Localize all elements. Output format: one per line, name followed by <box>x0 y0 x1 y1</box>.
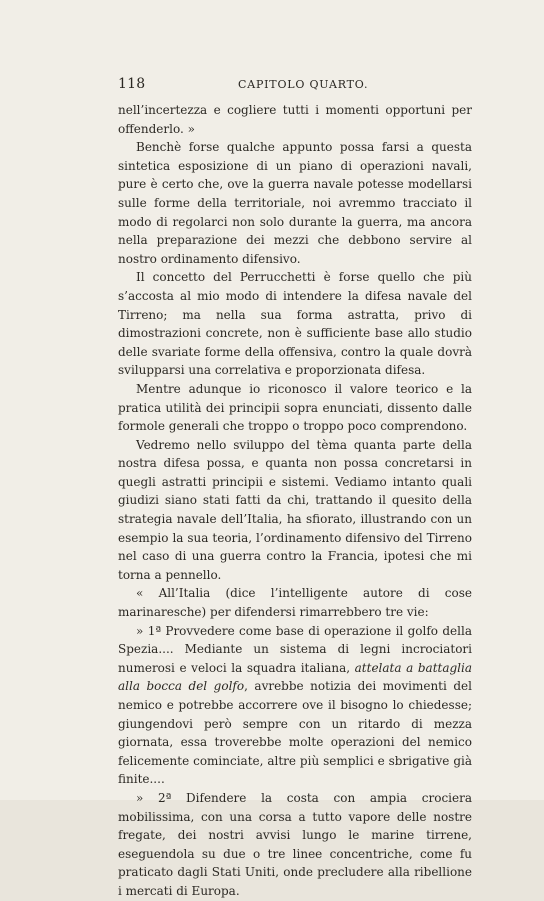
page-number: 118 <box>118 76 146 92</box>
paragraph-7-italic: attelata a battaglia alla bocca del golfo <box>118 660 472 694</box>
paragraph-6: « All’Italia (dice l’intelligente autore di cose marinaresche) per difendersi rimarrebbero tre vie: <box>118 586 472 620</box>
paragraph-7-lead: » 1ª Provvedere come base di operazione il golfo della Spezia.... Mediante un sistema di legni incrociatori numerosi e veloci la squadra italiana, <box>118 623 472 675</box>
paragraph-3: Il concetto del Perrucchetti è forse quello che più s’accosta al mio modo di intendere la difesa navale del Tirreno; ma nella sua forma astratta, privo di dimostrazioni concrete, non è sufficiente base allo studio delle svariate forme della offensiva, contro la quale dovrà svilupparsi una correlativa e proporzionata difesa. <box>118 270 472 378</box>
page-header <box>118 76 472 96</box>
paragraph-2: Benchè forse qualche appunto possa farsi a questa sintetica esposizione di un piano di operazioni navali, pure è certo che, ove la guerra navale potesse modellarsi sulle forme della territoriale, noi avremmo tracciato il modo di regolarci non solo durante la guerra, ma ancora nella preparazione dei mezzi che debbono servire al nostro ordinamento difensivo. <box>118 140 472 266</box>
running-title: CAPITOLO QUARTO. <box>238 78 369 91</box>
paragraph-8: » 2ª Difendere la costa con ampia crociera mobilissima, con una corsa a tutto vapore delle nostre fregate, dei nostri avvisi lungo le marine tirrene, eseguendola su due o tre linee concentriche, come fu praticato dagli Stati Uniti, onde precludere alla ribellione i mercati di Europa. <box>118 790 472 898</box>
paragraph-1: nell’incertezza e cogliere tutti i momenti opportuni per offenderlo. » <box>118 103 472 136</box>
paragraph-7-tail: , avrebbe notizia dei movimenti del nemico e potrebbe accorrere ove il bisogno lo chiedesse; giungendovi però sempre con un ritardo di mezza giornata, essa troverebbe molte operazioni del nemico felicemente cominciate, altre più semplici e sbrigative già finite.... <box>118 679 472 787</box>
paragraph-7 <box>118 622 472 789</box>
paragraph-4: Mentre adunque io riconosco il valore teorico e la pratica utilità dei principii sopra enunciati, dissento dalle formole generali che troppo o troppo poco comprendono. <box>118 381 472 434</box>
body-text <box>118 101 472 901</box>
paragraph-5: Vedremo nello sviluppo del tèma quanta parte della nostra difesa possa, e quanta non possa concretarsi in quegli astratti principii e sistemi. Vediamo intanto quali giudizi siano stati fatti da chi, trattando il quesito della strategia navale dell’Italia, ha sfiorato, illustrando con un esempio la sua teoria, l’ordinamento difensivo del Tirreno nel caso di una guerra contro la Francia, ipotesi che mi torna a pennello. <box>118 437 472 582</box>
